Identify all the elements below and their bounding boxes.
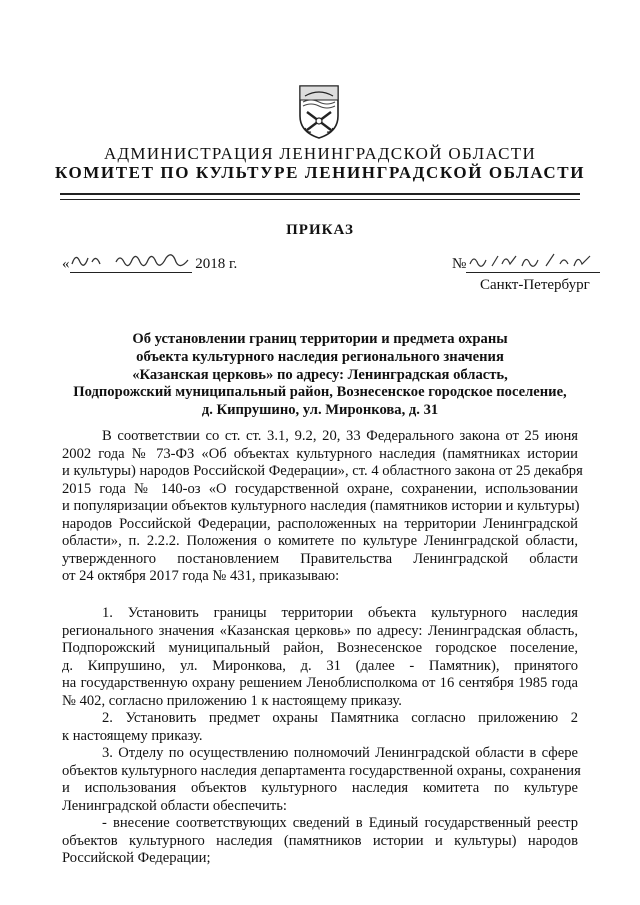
- order-subject: [62, 331, 578, 420]
- preamble-line: области», п. 2.2.2. Положения о комитете по культуре Ленинградской области,: [62, 533, 578, 549]
- order-item-3-sub: [62, 815, 578, 868]
- preamble-line: и популяризации объектов культурного наследия (памятников истории и культуры): [62, 498, 580, 514]
- coat-of-arms-emblem: [297, 82, 341, 140]
- preamble-line: народов Российской Федерации, расположенных на территории Ленинградской: [62, 515, 578, 532]
- item-line: регионального значения «Казанская церковь» по адресу: Ленинградская область,: [62, 622, 578, 639]
- date-year: 2018 г.: [195, 256, 238, 272]
- item-line: д. Кипрушино, ул. Миронкова, д. 31 (далее - Памятник), принятого: [62, 657, 578, 674]
- header-rule-thin: [60, 199, 580, 200]
- item-line: на государственную охрану решением Леноблисполкома от 16 сентября 1985 года: [62, 675, 578, 691]
- item-line: и использования объектов культурного наследия комитета по культуре: [62, 780, 578, 796]
- document-type: ПРИКАЗ: [286, 222, 354, 238]
- item-line: 2. Установить предмет охраны Памятника согласно приложению 2: [102, 710, 578, 726]
- header-rule-thick: [60, 193, 580, 195]
- subject-line: д. Кипрушино, ул. Миронкова, д. 31: [201, 402, 439, 419]
- subject-line: «Казанская церковь» по адресу: Ленинградская область,: [132, 366, 508, 383]
- city: Санкт-Петербург: [480, 277, 590, 293]
- number-label: №: [452, 256, 467, 272]
- item-line: Ленинградской области обеспечить:: [62, 797, 287, 814]
- preamble-line: от 24 октября 2017 года № 431, приказываю:: [62, 568, 340, 584]
- preamble: [62, 428, 583, 586]
- item-line: объектов культурного наследия (памятников истории и культуры) народов: [62, 832, 578, 849]
- item-line: к настоящему приказу.: [62, 727, 203, 744]
- handwritten-number: [466, 254, 600, 273]
- order-item-3: [62, 745, 581, 815]
- item-line: Российской Федерации;: [62, 850, 211, 866]
- subject-line: Подпорожский муниципальный район, Вознесенское городское поселение,: [73, 384, 567, 401]
- handwritten-date: [70, 254, 192, 273]
- date-quote-open: «: [62, 256, 70, 272]
- preamble-line: 2015 года № 140-оз «О государственной охране, сохранении, использовании: [62, 480, 578, 497]
- item-line: 3. Отделу по осуществлению полномочий Ленинградской области в сфере: [102, 745, 578, 761]
- item-line: - внесение соответствующих сведений в Единый государственный реестр: [102, 815, 578, 831]
- order-item-2: [62, 710, 578, 745]
- document-number: [452, 254, 600, 273]
- org-name-line1: АДМИНИСТРАЦИЯ ЛЕНИНГРАДСКОЙ ОБЛАСТИ: [103, 144, 537, 163]
- item-line: 1. Установить границы территории объекта культурного наследия: [102, 605, 578, 621]
- preamble-line: и культуры) народов Российской Федерации», ст. 4 областного закона от 25 декабря: [62, 463, 583, 479]
- subject-line: объекта культурного наследия регионального значения: [136, 348, 504, 365]
- preamble-line: В соответствии со ст. ст. 3.1, 9.2, 20, 33 Федерального закона от 25 июня: [102, 428, 578, 444]
- order-item-1: [62, 605, 578, 710]
- org-name-line2: КОМИТЕТ ПО КУЛЬТУРЕ ЛЕНИНГРАДСКОЙ ОБЛАСТИ: [54, 163, 586, 182]
- item-line: объектов культурного наследия департамента государственной охраны, сохранения: [62, 762, 581, 779]
- preamble-line: 2002 года № 73-ФЗ «Об объектах культурного наследия (памятниках истории: [62, 445, 578, 462]
- item-line: Подпорожский муниципальный район, Вознесенское городское поселение,: [62, 640, 578, 656]
- subject-line: Об установлении границ территории и предмета охраны: [132, 331, 508, 347]
- preamble-line: утвержденного постановлением Правительства Ленинградской области: [62, 550, 578, 567]
- item-line: № 402, согласно приложению 1 к настоящему приказу.: [62, 692, 402, 709]
